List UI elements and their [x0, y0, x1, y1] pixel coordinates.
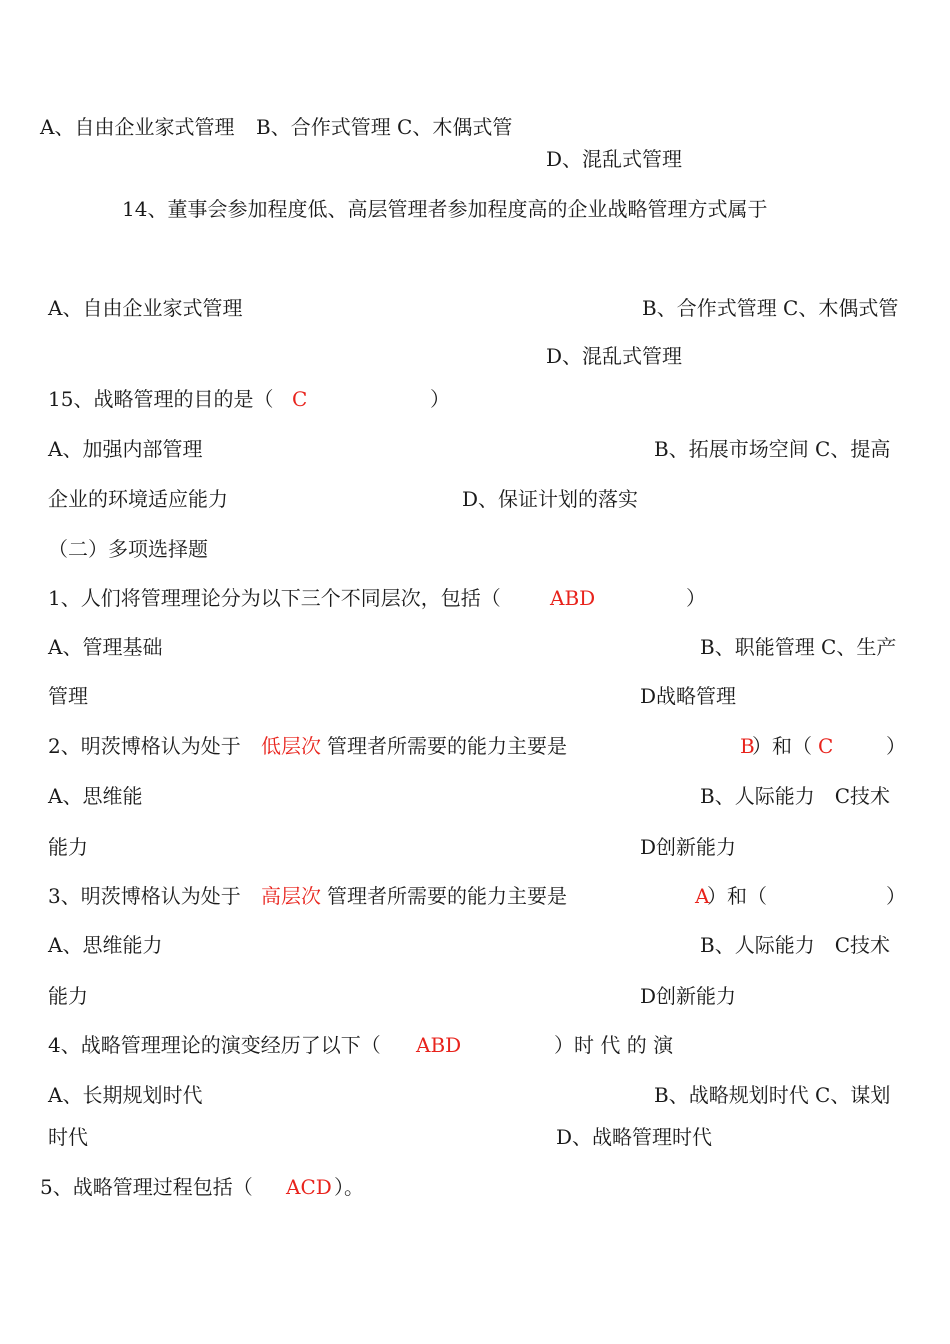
- m2-stem-post: 管理者所需要的能力主要是: [327, 734, 567, 758]
- m4-option-bc: B、战略规划时代 C、谋划: [654, 1083, 891, 1107]
- q14-option-d: D、混乱式管理: [546, 344, 683, 368]
- m2-answer-2: C: [818, 734, 834, 758]
- q15-option-d: D、保证计划的落实: [462, 487, 639, 511]
- q15-close: ）: [430, 387, 450, 411]
- section-title: （二）多项选择题: [48, 537, 208, 561]
- m2-mid: ）和（: [752, 734, 812, 758]
- m4-option-c-cont: 时代: [48, 1125, 88, 1149]
- q14-option-bc: B、合作式管理 C、木偶式管: [642, 296, 899, 320]
- m1-option-c-cont: 管理: [48, 684, 88, 708]
- q14-stem: 14、董事会参加程度低、高层管理者参加程度高的企业战略管理方式属于: [122, 197, 768, 221]
- q15-option-c-cont: 企业的环境适应能力: [48, 487, 228, 511]
- m2-highlight: 低层次: [261, 734, 321, 758]
- m3-answer-1: A: [695, 884, 710, 908]
- m2-option-bc: B、人际能力 C技术: [700, 784, 890, 808]
- m3-option-c-cont: 能力: [48, 984, 88, 1008]
- m4-stem: 4、战略管理理论的演变经历了以下（: [48, 1033, 381, 1057]
- q13-option-a: A、自由企业家式管理: [40, 115, 235, 139]
- q14-option-a: A、自由企业家式管理: [48, 296, 243, 320]
- q13-option-bc: B、合作式管理 C、木偶式管: [256, 115, 513, 139]
- m1-answer: ABD: [550, 586, 596, 610]
- m1-option-bc: B、职能管理 C、生产: [700, 635, 897, 659]
- m4-option-a: A、长期规划时代: [48, 1083, 203, 1107]
- q15-option-a: A、加强内部管理: [48, 437, 203, 461]
- m2-option-c-cont: 能力: [48, 835, 88, 859]
- m2-close: ）: [886, 734, 906, 758]
- q15-option-bc: B、拓展市场空间 C、提高: [654, 437, 891, 461]
- m1-option-a: A、管理基础: [48, 635, 163, 659]
- m1-option-d: D战略管理: [640, 684, 737, 708]
- m3-option-bc: B、人际能力 C技术: [700, 933, 890, 957]
- m4-answer: ABD: [416, 1033, 462, 1057]
- m4-close: ）时 代 的 演: [554, 1033, 674, 1057]
- m3-stem-pre: 3、明茨博格认为处于: [48, 884, 241, 908]
- q15-stem: 15、战略管理的目的是（: [48, 387, 274, 411]
- m3-option-a: A、思维能力: [48, 933, 163, 957]
- m2-stem-pre: 2、明茨博格认为处于: [48, 734, 241, 758]
- m3-highlight: 高层次: [261, 884, 321, 908]
- q13-option-d: D、混乱式管理: [546, 147, 683, 171]
- m4-option-d: D、战略管理时代: [556, 1125, 713, 1149]
- m2-answer-1: B: [740, 734, 755, 758]
- m2-option-d: D创新能力: [640, 835, 737, 859]
- m2-option-a: A、思维能: [48, 784, 143, 808]
- m5-answer: ACD: [286, 1175, 332, 1199]
- m5-stem: 5、战略管理过程包括（: [40, 1175, 253, 1199]
- m1-close: ）: [686, 586, 706, 610]
- m5-close: ）。: [334, 1175, 364, 1199]
- m1-stem: 1、人们将管理理论分为以下三个不同层次，包括（: [48, 586, 501, 610]
- m3-close: ）: [886, 884, 906, 908]
- q15-answer: C: [292, 387, 308, 411]
- m3-mid: ）和（: [707, 884, 767, 908]
- m3-stem-post: 管理者所需要的能力主要是: [327, 884, 567, 908]
- m3-option-d: D创新能力: [640, 984, 737, 1008]
